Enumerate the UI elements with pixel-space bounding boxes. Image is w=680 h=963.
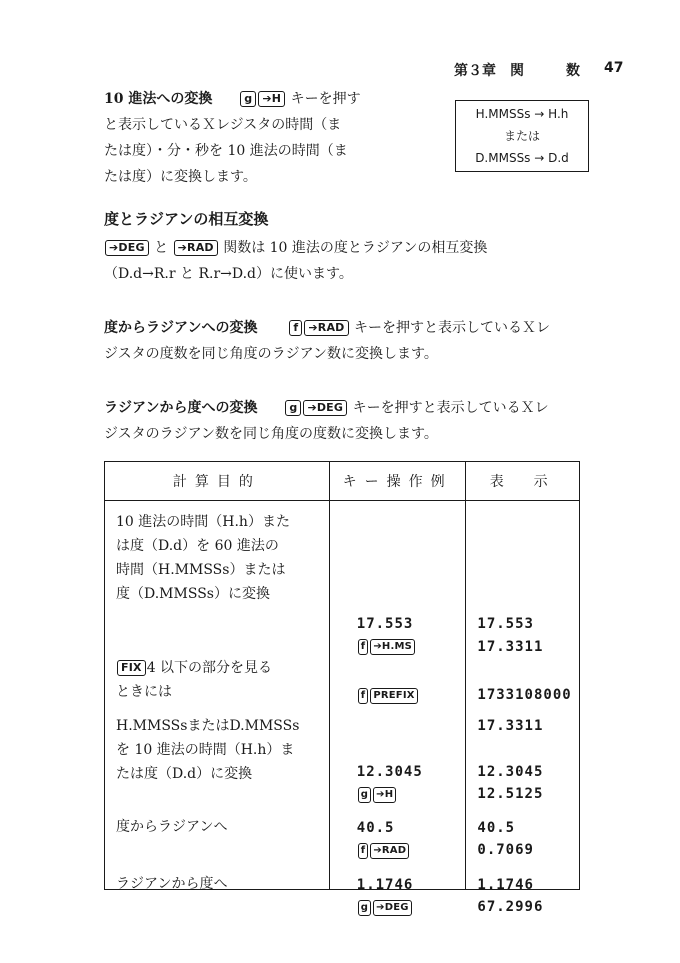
to-rad-line1-rest: キーを押すと表示しているＸレ (353, 320, 550, 336)
display-10: 67.2996 (477, 899, 544, 915)
to-h-key: ➔H (258, 91, 285, 107)
format-box (455, 100, 589, 172)
table-header-row (105, 462, 580, 501)
page-number: 47 (604, 60, 624, 76)
key-value-1: 17.553 (356, 616, 414, 632)
format-box-line3: D.MMSSs → D.d (475, 151, 569, 165)
decimal-line2: と表示しているＸレジスタの時間（ま (104, 117, 342, 133)
display-8: 0.7069 (477, 842, 534, 858)
f-key-row4: f (358, 843, 369, 859)
display-7: 40.5 (477, 820, 516, 836)
to-deg-key-row5: ➔DEG (373, 900, 412, 916)
to-h-key-row3: ➔H (373, 787, 396, 803)
to-rad-key-2: ➔RAD (304, 320, 348, 336)
display-9: 1.1746 (477, 877, 534, 893)
purpose-column (105, 501, 330, 890)
purpose-2-line1-rest: 4 以下の部分を見る (146, 660, 273, 676)
g-key: g (240, 91, 256, 107)
deg-rad-heading: 度とラジアンの相互変換 (104, 210, 269, 228)
f-key-row2: f (358, 688, 369, 704)
table-body-row (105, 501, 580, 890)
fix-key: FIX (117, 660, 146, 676)
to-deg-line2: ジスタのラジアン数を同じ角度の度数に変換します。 (104, 426, 438, 442)
deg-rad-line1-rest: 関数は 10 進法の度とラジアンの相互変換 (223, 240, 488, 256)
to-rad-line2: ジスタの度数を同じ角度のラジアン数に変換します。 (104, 346, 438, 362)
purpose-5: ラジアンから度へ (116, 876, 228, 892)
purpose-1-line1: 10 進法の時間（H.h）また (116, 514, 290, 530)
and-word: と (154, 240, 169, 256)
deg-rad-paragraph (104, 235, 644, 287)
to-deg-section (104, 395, 644, 447)
g-key-row3: g (358, 787, 371, 803)
decimal-line3: たは度）・分・秒を 10 進法の時間（ま (104, 143, 348, 159)
chapter-title: 関 数 (510, 63, 580, 79)
display-4: 17.3311 (477, 718, 544, 734)
to-rad-heading: 度からラジアンへの変換 (104, 320, 258, 336)
purpose-3-line2: を 10 進法の時間（H.h）ま (116, 742, 295, 758)
to-deg-key-2: ➔DEG (303, 400, 347, 416)
decimal-line1-rest: キーを押す (290, 91, 361, 107)
key-value-3: 12.3045 (356, 764, 423, 780)
purpose-1-line2: は度（D.d）を 60 進法の (116, 538, 279, 554)
f-key-row1: f (358, 639, 369, 655)
header-keys: キー操作例 (329, 462, 466, 501)
decimal-line4: たは度）に変換します。 (104, 169, 257, 185)
decimal-section (104, 86, 404, 190)
to-rad-key-row4: ➔RAD (370, 843, 409, 859)
f-key: f (289, 320, 302, 336)
purpose-1-line4: 度（D.MMSSs）に変換 (116, 586, 270, 602)
purpose-1-line3: 時間（H.MMSSs）または (116, 562, 286, 578)
calculation-table (104, 461, 580, 915)
g-key-row5: g (358, 900, 371, 916)
purpose-3-line3: たは度（D.d）に変換 (116, 766, 253, 782)
header-display: 表 示 (466, 462, 580, 501)
display-2: 17.3311 (477, 639, 544, 655)
to-rad-key: ➔RAD (174, 240, 218, 256)
display-column (466, 501, 580, 915)
to-deg-line1-rest: キーを押すと表示しているＸレ (352, 400, 549, 416)
to-hms-key: ➔H.MS (370, 639, 415, 655)
purpose-3-line1: H.MMSSsまたはD.MMSSs (116, 718, 300, 734)
keys-column (329, 501, 466, 913)
format-box-line1: H.MMSSs → H.h (475, 107, 569, 121)
to-deg-heading: ラジアンから度への変換 (104, 400, 258, 416)
display-1: 17.553 (477, 616, 534, 632)
purpose-2-line2: ときには (116, 684, 172, 700)
decimal-heading: 10 進法への変換 (104, 91, 213, 107)
prefix-key: PREFIX (370, 688, 417, 704)
to-rad-section (104, 315, 644, 367)
deg-rad-line2: （D.d→R.r と R.r→D.d）に使います。 (104, 266, 353, 282)
key-value-4: 40.5 (356, 820, 395, 836)
to-deg-key: ➔DEG (105, 240, 149, 256)
purpose-4: 度からラジアンへ (116, 819, 228, 835)
g-key-2: g (285, 400, 301, 416)
header-purpose: 計算目的 (105, 462, 330, 501)
key-value-5: 1.1746 (356, 877, 414, 893)
display-6: 12.5125 (477, 786, 544, 802)
display-5: 12.3045 (477, 764, 544, 780)
format-box-line2: または (503, 129, 540, 143)
chapter-label: 第３章 (454, 63, 496, 79)
display-3: 1733108000 (477, 687, 572, 703)
